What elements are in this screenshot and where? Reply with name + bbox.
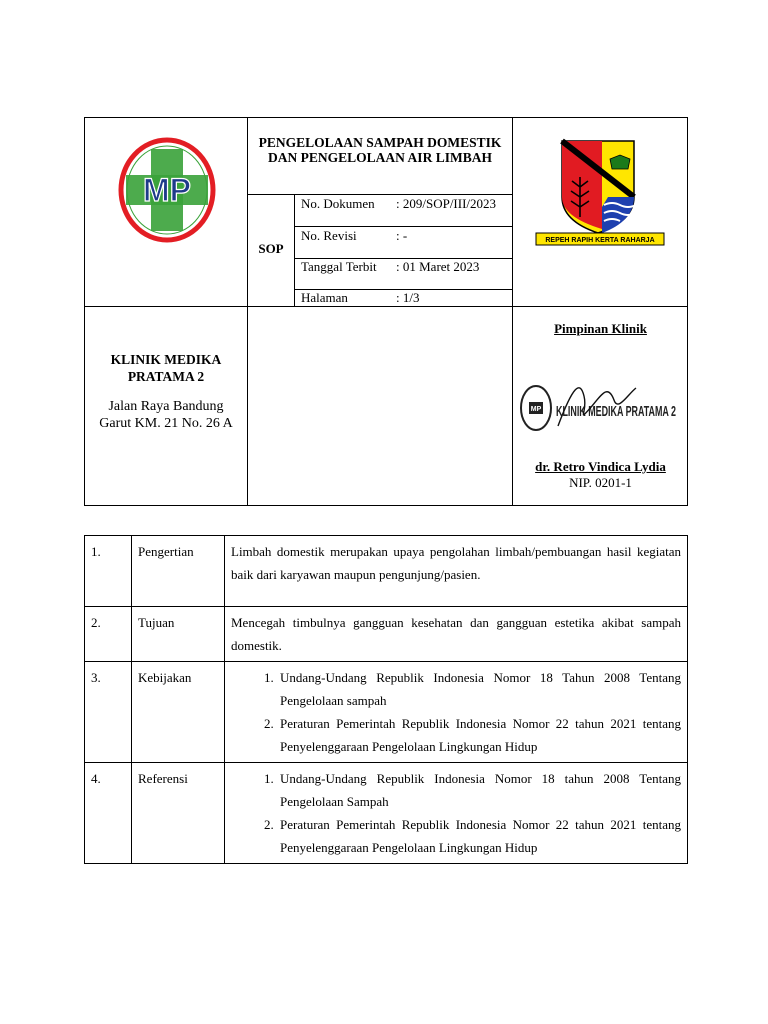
clinic-address-line1: Jalan Raya Bandung [108,399,224,414]
row-number: 3. [85,662,132,763]
row-text: Limbah domestik merupakan upaya pengolahan limbah/pembuangan hasil kegiatan baik dari karyawan maupun pengunjung/pasien. [225,536,688,607]
sop-content-table [84,535,688,864]
policy-list [231,666,681,758]
stamp-logo-text: MP [530,406,542,413]
row-number: 4. [85,763,132,864]
row-list-cell [225,763,688,864]
signatory-name: dr. Retro Vindica Lydia [535,459,666,474]
stamp-text: KLINIK MEDIKA PRATAMA 2 [556,403,676,420]
list-item: 2. Peraturan Pemerintah Republik Indonesia Nomor 22 tahun 2021 tentang Penyelenggaraan Pengelolaan Lingkungan Hidup [277,712,681,758]
row-label: Pengertian [132,536,225,607]
clinic-address [85,398,247,432]
title-divider [294,194,512,195]
title-divider-sop [247,194,294,195]
clinic-stamp [518,376,680,440]
meta-label-dokumen: No. Dokumen [301,196,375,211]
meta-label-revisi: No. Revisi [301,228,357,243]
clinic-name [85,351,247,385]
table-row [85,607,688,662]
clinic-name-line2: PRATAMA 2 [127,369,205,384]
header-divider-middle [84,306,688,307]
meta-label-tanggal: Tanggal Terbit [301,259,377,274]
regency-emblem [530,137,668,249]
table-row [85,662,688,763]
list-item: 1. Undang-Undang Republik Indonesia Nomor 18 Tahun 2008 Tentang Pengelolaan sampah [277,666,681,712]
row-label: Referensi [132,763,225,864]
meta-label-halaman: Halaman [301,290,348,305]
meta-value-dokumen: : 209/SOP/III/2023 [396,196,497,211]
document-title: PENGELOLAAN SAMPAH DOMESTIK DAN PENGELOLAAN AIR LIMBAH [258,135,502,165]
clinic-logo-text: MP [143,172,191,208]
table-row [85,763,688,864]
clinic-name-line1: KLINIK MEDIKA [110,352,222,367]
reference-list [231,767,681,859]
row-label: Tujuan [132,607,225,662]
emblem-motto: REPEH RAPIH KERTA RAHARJA [545,237,655,244]
row-text: Mencegah timbulnya gangguan kesehatan dan gangguan estetika akibat sampah domestik. [225,607,688,662]
table-row [85,536,688,607]
meta-value-halaman: : 1/3 [396,290,420,305]
row-number: 1. [85,536,132,607]
header-divider-right [512,117,513,506]
clinic-address-line2: Garut KM. 21 No. 26 A [99,416,233,431]
list-item: 2. Peraturan Pemerintah Republik Indonesia Nomor 22 tahun 2021 tentang Penyelenggaraan Pengelolaan Lingkungan Hidup [277,813,681,859]
meta-value-tanggal: : 01 Maret 2023 [396,259,480,274]
signature-title: Pimpinan Klinik [554,321,647,336]
signatory-nip: NIP. 0201-1 [569,475,632,490]
sop-label: SOP [258,241,284,256]
header-divider-left [247,117,248,506]
row-list-cell [225,662,688,763]
meta-value-revisi: : - [396,228,408,243]
list-item: 1. Undang-Undang Republik Indonesia Nomor 18 tahun 2008 Tentang Pengelolaan Sampah [277,767,681,813]
row-number: 2. [85,607,132,662]
meta-divider-1 [294,226,512,227]
clinic-logo [118,137,216,243]
row-label: Kebijakan [132,662,225,763]
